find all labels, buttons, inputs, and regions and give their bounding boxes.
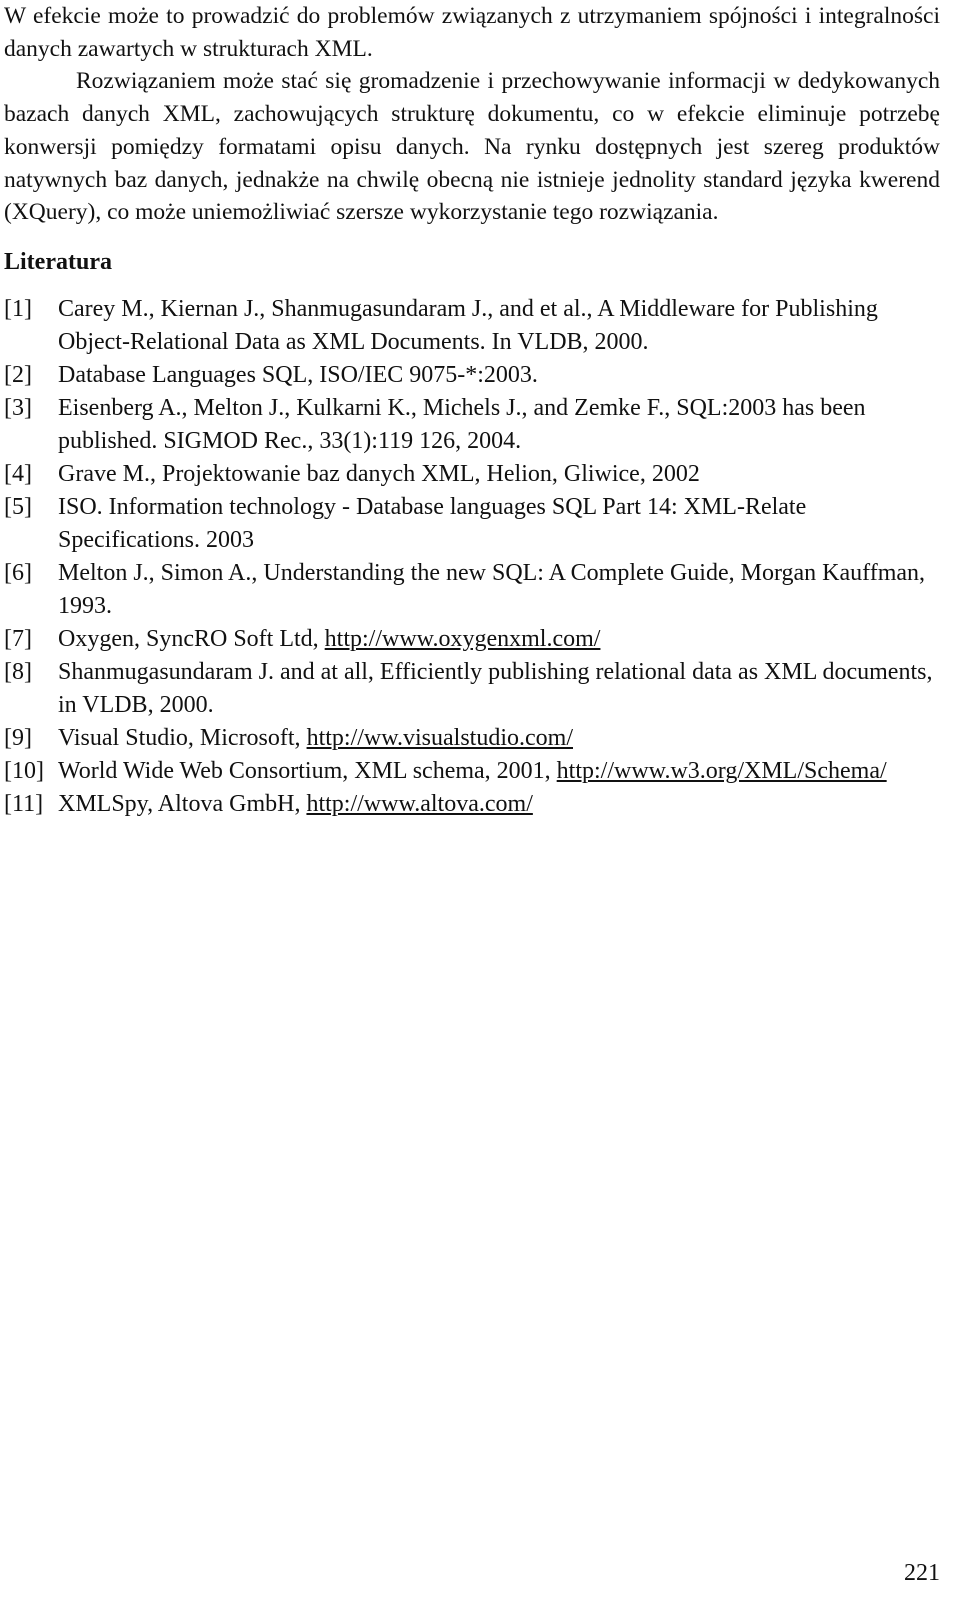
reference-number: [9] <box>4 724 32 751</box>
reference-text: Shanmugasundaram J. and at all, Efficiently publishing relational data as XML documents, in VLDB, 2000. <box>58 658 933 718</box>
reference-number: [2] <box>4 361 32 388</box>
literature-heading: Literatura <box>4 248 112 275</box>
body-paragraph-2-text: Rozwiązaniem może stać się gromadzenie i przechowywanie informacji w dedykowanych bazach danych XML, zachowujących strukturę dokumentu, co w efekcie eliminuje potrzebę konwersji pomiędzy formatami opisu danych. Na rynku dostępnych jest szereg produktów natywnych baz danych, jednakże na chwilę obecną nie istnieje jednolity standard języka kwerend (XQuery), co może uniemożliwiać szersze wykorzystanie tego rozwiązania. <box>4 68 940 226</box>
reference-item <box>4 458 940 491</box>
reference-text: Carey M., Kiernan J., Shanmugasundaram J., and et al., A Middleware for Publishing Object-Relational Data as XML Documents. In VLDB, 2000. <box>58 295 878 355</box>
reference-number: [4] <box>4 460 32 487</box>
reference-item <box>4 788 940 821</box>
reference-item <box>4 293 940 359</box>
reference-item <box>4 359 940 392</box>
reference-item <box>4 722 940 755</box>
reference-link[interactable]: http://www.altova.com/ <box>306 790 533 817</box>
reference-text: Database Languages SQL, ISO/IEC 9075-*:2003. <box>58 361 538 388</box>
reference-text: Melton J., Simon A., Understanding the new SQL: A Complete Guide, Morgan Kauffman, 1993. <box>58 559 926 619</box>
reference-link[interactable]: http://ww.visualstudio.com/ <box>306 724 573 751</box>
reference-number: [3] <box>4 394 32 421</box>
reference-list <box>4 293 940 821</box>
reference-link[interactable]: http://www.oxygenxml.com/ <box>324 625 601 652</box>
document-page <box>4 0 940 821</box>
reference-item <box>4 623 940 656</box>
reference-text: World Wide Web Consortium, XML schema, 2001, <box>58 757 557 784</box>
page-number: 221 <box>904 1560 940 1586</box>
reference-number: [6] <box>4 559 32 586</box>
reference-item <box>4 491 940 557</box>
reference-item <box>4 557 940 623</box>
reference-number: [8] <box>4 658 32 685</box>
reference-text: Grave M., Projektowanie baz danych XML, Helion, Gliwice, 2002 <box>58 460 700 487</box>
reference-item <box>4 392 940 458</box>
reference-item <box>4 656 940 722</box>
reference-text: Oxygen, SyncRO Soft Ltd, <box>58 625 325 652</box>
body-paragraph-1: W efekcie może to prowadzić do problemów związanych z utrzymaniem spójności i integralności danych zawartych w strukturach XML. <box>4 3 940 62</box>
reference-text: Eisenberg A., Melton J., Kulkarni K., Michels J., and Zemke F., SQL:2003 has been published. SIGMOD Rec., 33(1):119 126, 2004. <box>58 394 866 454</box>
reference-number: [10] <box>4 757 44 784</box>
reference-text: XMLSpy, Altova GmbH, <box>58 790 307 817</box>
reference-text: Visual Studio, Microsoft, <box>58 724 307 751</box>
reference-number: [11] <box>4 790 44 817</box>
reference-number: [7] <box>4 625 32 652</box>
reference-text: ISO. Information technology - Database languages SQL Part 14: XML-Relate Specifications. 2003 <box>58 493 807 553</box>
body-paragraph-2 <box>4 65 940 229</box>
reference-link[interactable]: http://www.w3.org/XML/Schema/ <box>556 757 887 784</box>
reference-number: [5] <box>4 493 32 520</box>
reference-item <box>4 755 940 788</box>
reference-number: [1] <box>4 295 32 322</box>
